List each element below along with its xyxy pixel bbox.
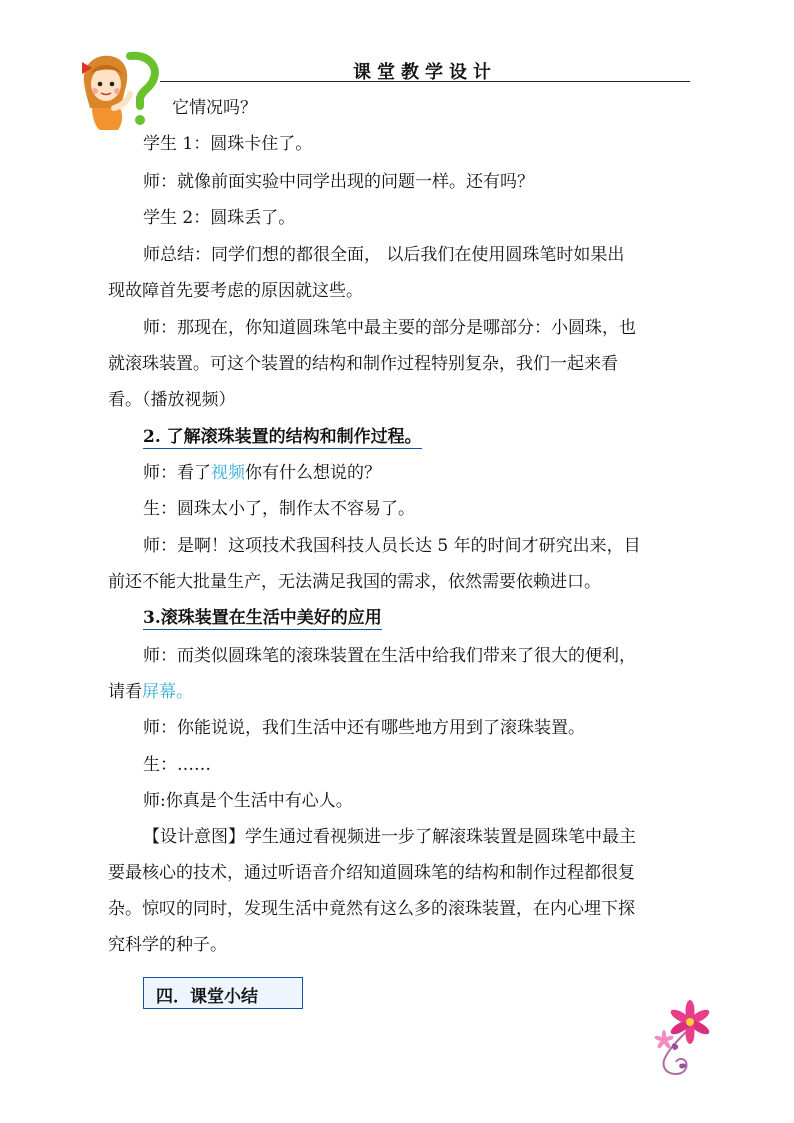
- paragraph-line: 它情况吗？: [172, 98, 257, 118]
- paragraph-line: 【设计意图】学生通过看视频进一步了解滚珠装置是圆珠笔中最主: [143, 827, 636, 847]
- paragraph-line: 现故障首先要考虑的原因就这些。: [108, 281, 363, 301]
- subheading: 2. 了解滚珠装置的结构和制作过程。: [143, 427, 422, 447]
- paragraph-line: 前还不能大批量生产，无法满足我国的需求，依然需要依赖进口。: [108, 572, 601, 592]
- paragraph-line: 请看屏幕。: [108, 682, 193, 702]
- paragraph-line: 杂。惊叹的同时，发现生活中竟然有这么多的滚珠装置，在内心埋下探: [108, 899, 635, 919]
- paragraph-line: 就滚珠装置。可这个装置的结构和制作过程特别复杂，我们一起来看: [108, 354, 618, 374]
- paragraph-line: 师总结：同学们想的都很全面， 以后我们在使用圆珠笔时如果出: [143, 245, 625, 265]
- paragraph-line: 师：就像前面实验中同学出现的问题一样。还有吗？: [143, 172, 534, 192]
- subheading: 3.滚珠装置在生活中美好的应用: [143, 608, 382, 628]
- paragraph-line: 师：而类似圆珠笔的滚珠装置在生活中给我们带来了很大的便利，: [143, 646, 636, 666]
- section-heading-box: [143, 977, 303, 1009]
- paragraph-line: 师：看了视频你有什么想说的？: [143, 463, 381, 483]
- paragraph-line: 师：你能说说，我们生活中还有哪些地方用到了滚珠装置。: [143, 718, 585, 738]
- paragraph-line: 要最核心的技术，通过听语音介绍知道圆珠笔的结构和制作过程都很复: [108, 863, 635, 883]
- video-link[interactable]: 视频: [211, 463, 245, 483]
- screen-link[interactable]: 屏幕。: [142, 682, 193, 702]
- paragraph-line: 生：圆珠太小了，制作太不容易了。: [143, 499, 415, 519]
- header-title: 课堂教学设计: [353, 62, 497, 83]
- paragraph-line: 学生 2：圆珠丢了。: [143, 208, 296, 228]
- paragraph-line: 学生 1：圆珠卡住了。: [143, 134, 313, 154]
- paragraph-line: 生：……: [143, 755, 211, 775]
- paragraph-line: 师：那现在，你知道圆珠笔中最主要的部分是哪部分：小圆珠，也: [143, 318, 636, 338]
- section-heading: 四．课堂小结: [156, 987, 258, 1007]
- header-divider: [160, 81, 690, 82]
- paragraph-line: 师:你真是个生活中有心人。: [143, 791, 353, 811]
- girl-question-mark-icon: [70, 48, 162, 132]
- paragraph-line: 师：是啊！这项技术我国科技人员长达 5 年的时间才研究出来，目: [143, 536, 641, 556]
- pink-flower-icon: [640, 1000, 720, 1080]
- paragraph-line: 究科学的种子。: [108, 935, 227, 955]
- paragraph-line: 看。（播放视频）: [108, 390, 236, 410]
